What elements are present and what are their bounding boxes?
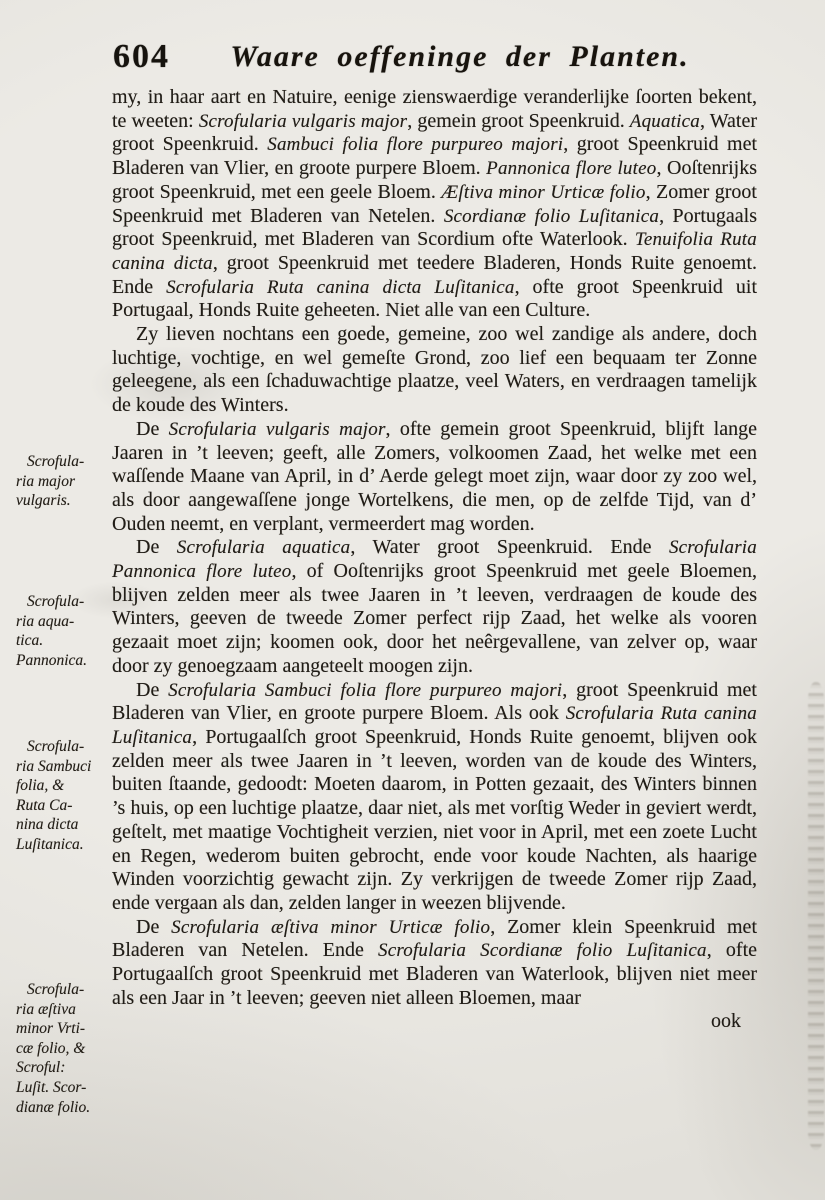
latin-plant-name: Scrofularia aquatica bbox=[176, 537, 351, 559]
body-text-run: , Zomer groot Speenkruid met Bladeren van Netelen. bbox=[112, 180, 757, 227]
margin-note-line: ria major bbox=[16, 472, 75, 490]
body-text-run: , Zomer klein Speenkruid met Bladeren van Netelen. Ende bbox=[112, 915, 757, 962]
margin-note-line: Scrofula- bbox=[27, 453, 85, 470]
margin-note-line: Luſit. Scor- bbox=[16, 1078, 87, 1096]
margin-note-line: nina dicta bbox=[16, 816, 79, 834]
margin-note-line: Ruta Ca- bbox=[16, 796, 73, 814]
latin-plant-name: Sambuci folia flore purpureo majori bbox=[267, 134, 564, 156]
paragraph bbox=[112, 323, 757, 418]
margin-note-line: ria Sambuci bbox=[16, 757, 92, 775]
paragraph bbox=[112, 418, 757, 537]
latin-plant-name: Scrofularia Sambuci folia flore purpureo majori bbox=[168, 679, 563, 701]
body-text-run: De bbox=[136, 536, 177, 559]
paragraph bbox=[112, 916, 757, 1011]
body-text-run: De bbox=[136, 417, 169, 440]
margin-note-scrofularia-major-vulgaris bbox=[16, 452, 110, 511]
body-text-run: , ofte Portugaalſch groot Speenkruid met Bladeren van Waterlook, blijven niet meer als een Jaar in ’t leeven; geeven niet alleen Bloemen, maar bbox=[112, 939, 758, 1009]
body-text-run: , Water groot Speenkruid. bbox=[112, 109, 757, 156]
paragraph bbox=[112, 679, 757, 916]
margin-note-line: dianæ folio. bbox=[16, 1098, 91, 1116]
body-text-run: , Portugaalſch groot Speenkruid, Honds Ruite genoemt, blijven ook zelden meer als twee Jaaren in ’t leeven, worden van de koude des Winters, buiten ſtaande, gedoodt: Moeten daarom, in Potten gezaait, des Winters binnen ’s huis, op een luchtige plaatze, daar niet, als met vorſtig Weder in geviert werdt, geſtelt, met maatige Vochtigheit verzien, niet voor in April, met een zoete Lucht en Regen, wederom buiten gebrocht, ende voor koude Nachten, als haarige Winden voorzichtig gewacht zijn. Zy verkrijgen de tweede Zomer rijp Zaad, ende vergaan als dan, zelden langer in weezen blijvende. bbox=[112, 725, 757, 914]
latin-plant-name: Scrofularia Pannonica flore luteo bbox=[112, 537, 757, 583]
margin-note-line: tica. bbox=[16, 632, 44, 650]
latin-plant-name: Scordianæ folio Luſitanica bbox=[443, 205, 660, 227]
body-text-run: , of Ooſtenrijks groot Speenkruid met geele Bloemen, blijven zelden meer als twee Jaaren in ’t leeven, verdraagen de koude des Winters, geeven de tweede Zomer perfect rijp Zaad, het welke als vooren gezaait moet zijn; koomen ook, door het neêrgevallene, van zelver op, waar door zy genoegzaam aangeteelt moogen zijn. bbox=[112, 560, 757, 677]
body-text-run: , Water groot Speenkruid. Ende bbox=[350, 536, 669, 559]
margin-note-scrofularia-sambuci-ruta-canina bbox=[16, 737, 110, 855]
body-text-run: , groot Speenkruid met Bladeren van Vlier, en groote purpere Bloem. bbox=[112, 133, 758, 180]
margin-note-line: Scrofula- bbox=[27, 738, 85, 755]
body-text-run: , gemein groot Speenkruid. bbox=[407, 109, 630, 132]
body-text-run: my, in haar aart en Natuire, eenige zienswaerdige veranderlijke ſoorten bekent, te weeten: bbox=[112, 86, 757, 132]
margin-note-line: Scrofula- bbox=[27, 981, 85, 998]
margin-note-line: minor Vrti- bbox=[16, 1020, 86, 1038]
margin-note-scrofularia-aquatica-pannonica bbox=[16, 592, 110, 670]
body-text-run: , groot Speenkruid met Bladeren van Vlier, en groote purpere Bloem. Als ook bbox=[112, 678, 757, 725]
latin-plant-name: Scrofularia æſtiva minor Urticæ folio bbox=[171, 916, 491, 938]
paragraph bbox=[112, 86, 757, 323]
body-text-run: De bbox=[136, 678, 169, 701]
latin-plant-name: Aquatica bbox=[629, 110, 700, 132]
body-text-run: Zy lieven nochtans een goede, gemeine, zoo wel zandige als andere, doch luchtige, vochtige, en wel gemeſte Grond, zoo lief een bequaam ter Zonne geleegene, als een ſchaduwachtige plaatze, veel Waters, en verdraagen tamelijk de koude des Winters. bbox=[112, 323, 757, 417]
running-title: Waare oeffeninge der Planten. bbox=[230, 40, 690, 73]
margin-note-line: ria aqua- bbox=[16, 612, 75, 630]
margin-note-line: Pannonica. bbox=[16, 651, 88, 669]
margin-note-line: folia, & bbox=[16, 777, 65, 795]
latin-plant-name: Æſtiva minor Urticæ folio bbox=[441, 181, 646, 203]
latin-plant-name: Scrofularia Ruta canina Luſitanica bbox=[112, 703, 757, 748]
catchword: ook bbox=[711, 1010, 741, 1033]
body-text-run: , groot Speenkruid met teedere Bladeren, Honds Ruite genoemt. Ende bbox=[112, 251, 758, 298]
margin-note-scrofularia-aestiva-scordianae bbox=[16, 980, 110, 1117]
body-text-run: De bbox=[136, 915, 172, 938]
paragraph bbox=[112, 536, 757, 678]
margin-note-line: ria æſtiva bbox=[16, 1000, 76, 1018]
page-edge-bleed-strip bbox=[808, 682, 824, 1150]
latin-plant-name: Scrofularia Scordianæ folio Luſitanica bbox=[378, 940, 707, 962]
margin-note-line: Luſitanica. bbox=[16, 835, 84, 853]
body-text-run: , Portugaals groot Speenkruid, met Bladeren van Scordium ofte Waterlook. bbox=[112, 204, 757, 251]
latin-plant-name: Pannonica flore luteo bbox=[486, 158, 657, 180]
latin-plant-name: Tenuifolia Ruta canina dicta bbox=[112, 229, 757, 274]
latin-plant-name: Scrofularia vulgaris major bbox=[168, 418, 386, 440]
latin-plant-name: Scrofularia Ruta canina dicta Luſitanica bbox=[166, 276, 515, 298]
body-text-run: , ofte groot Speenkruid uit Portugaal, Honds Ruite geheeten. Niet alle van een Culture. bbox=[112, 275, 757, 322]
margin-note-line: cæ folio, & bbox=[16, 1039, 86, 1057]
latin-plant-name: Scrofularia vulgaris major bbox=[198, 110, 408, 132]
margin-note-line: Scroful: bbox=[16, 1059, 66, 1077]
margin-note-line: vulgaris. bbox=[16, 492, 71, 510]
body-text-run: , Ooſtenrijks groot Speenkruid, met een geele Bloem. bbox=[112, 157, 757, 203]
body-text-column bbox=[112, 86, 757, 1034]
body-text-run: , ofte gemein groot Speenkruid, blijft lange Jaaren in ’t leeven; geeft, alle Zomers, volkoomen Zaad, het welke met een waſſende Maane van April, in d’ Aerde gelegt moet zijn, waar door zy zoo wel, als door aangewaſſene jonge Wortelkens, die men, op de zelfde Tijd, van d’ Ouden neemt, en verplant, vermeerdert mag worden. bbox=[112, 417, 757, 535]
page-number: 604 bbox=[113, 38, 170, 75]
margin-note-line: Scrofula- bbox=[27, 593, 85, 610]
